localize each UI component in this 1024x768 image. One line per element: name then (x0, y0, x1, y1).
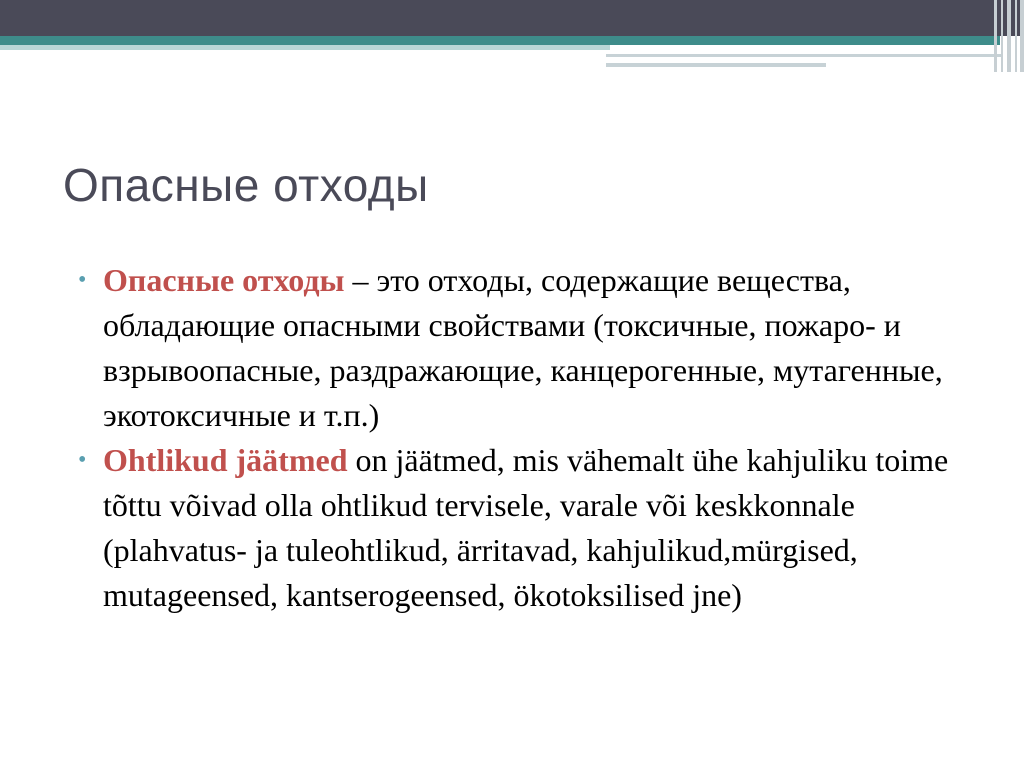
light-teal-stripe (0, 45, 610, 50)
bullet-item-ru (78, 258, 978, 438)
bullet-term: Ohtlikud jäätmed (103, 442, 348, 478)
vertical-accent-bar (1015, 0, 1017, 72)
bullet-dot-icon: • (78, 447, 87, 473)
bullet-dot-icon: • (78, 267, 87, 293)
vertical-accent-bar (1001, 0, 1003, 72)
bullet-term: Опасные отходы (103, 262, 345, 298)
top-dark-bar (0, 0, 1024, 36)
bullet-text: on jäätmed, mis vähemalt ühe kahjuliku toime tõttu võivad olla ohtlikud tervisele, varale või keskkonnale (plahvatus- ja tuleohtlikud, ärritavad, kahjulikud,mürgised, mutageensed, kantserogeensed, ökotoksilised jne) (103, 442, 949, 613)
grey-accent-line (606, 54, 1001, 57)
grey-accent-line-short (606, 63, 826, 67)
bullet-list (78, 258, 978, 618)
vertical-accent-bar (1020, 0, 1024, 72)
teal-stripe (0, 36, 1000, 45)
slide-title: Опасные отходы (63, 159, 429, 211)
vertical-accent-bar (994, 0, 997, 72)
bullet-text: – это отходы, содержащие вещества, обладающие опасными свойствами (токсичные, пожаро- и взрывоопасные, раздражающие, канцерогенные, мутагенные, экотоксичные и т.п.) (103, 262, 943, 433)
bullet-item-et (78, 438, 978, 618)
vertical-accent-bar (1007, 0, 1011, 72)
